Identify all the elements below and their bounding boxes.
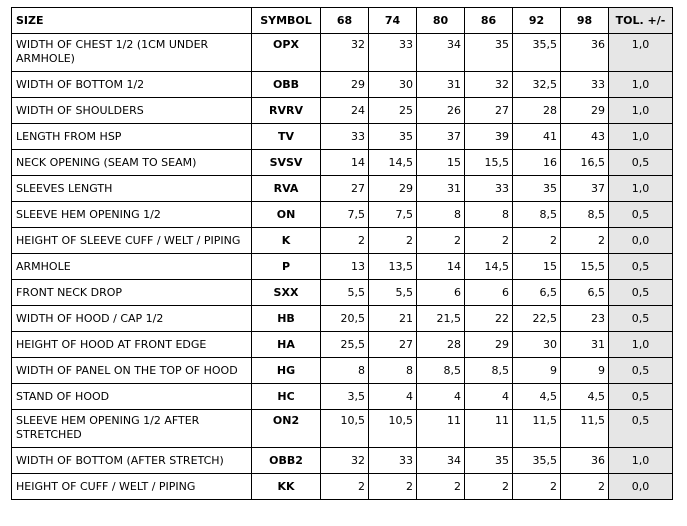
measurement-value: 15 (513, 254, 561, 280)
measurement-value: 36 (561, 448, 609, 474)
measurement-value: 6 (417, 280, 465, 306)
measurement-value: 23 (561, 306, 609, 332)
measurement-symbol: RVA (252, 176, 321, 202)
measurement-value: 5,5 (369, 280, 417, 306)
table-row (12, 34, 673, 72)
measurement-value: 15 (417, 150, 465, 176)
header-size-68: 68 (321, 8, 369, 34)
measurement-value: 7,5 (369, 202, 417, 228)
table-row (12, 448, 673, 474)
measurement-symbol: RVRV (252, 98, 321, 124)
measurement-value: 9 (513, 358, 561, 384)
measurement-value: 32 (465, 72, 513, 98)
measurement-value: 14 (417, 254, 465, 280)
measurement-description: NECK OPENING (SEAM TO SEAM) (12, 150, 252, 176)
measurement-value: 13 (321, 254, 369, 280)
measurement-value: 26 (417, 98, 465, 124)
measurement-value: 31 (417, 72, 465, 98)
header-size-86: 86 (465, 8, 513, 34)
measurement-value: 8,5 (513, 202, 561, 228)
measurement-value: 4 (465, 384, 513, 410)
measurement-value: 7,5 (321, 202, 369, 228)
tolerance-value: 0,5 (609, 280, 673, 306)
measurement-value: 37 (561, 176, 609, 202)
measurement-value: 2 (465, 474, 513, 500)
measurement-symbol: OBB2 (252, 448, 321, 474)
measurement-value: 2 (513, 474, 561, 500)
tolerance-value: 1,0 (609, 124, 673, 150)
measurement-value: 16,5 (561, 150, 609, 176)
measurement-value: 27 (369, 332, 417, 358)
measurement-value: 8 (369, 358, 417, 384)
measurement-symbol: ON2 (252, 410, 321, 448)
measurement-value: 35 (465, 34, 513, 72)
measurement-value: 35 (513, 176, 561, 202)
measurement-value: 15,5 (561, 254, 609, 280)
measurement-symbol: HC (252, 384, 321, 410)
measurement-symbol: SVSV (252, 150, 321, 176)
measurement-value: 29 (321, 72, 369, 98)
measurement-value: 4,5 (513, 384, 561, 410)
header-row (12, 8, 673, 34)
tolerance-value: 0,5 (609, 254, 673, 280)
measurement-value: 33 (321, 124, 369, 150)
tolerance-value: 0,5 (609, 202, 673, 228)
size-chart-table (11, 7, 673, 500)
measurement-value: 2 (321, 228, 369, 254)
measurement-value: 2 (417, 228, 465, 254)
table-row (12, 202, 673, 228)
measurement-value: 2 (417, 474, 465, 500)
measurement-value: 6 (465, 280, 513, 306)
table-row (12, 474, 673, 500)
measurement-value: 36 (561, 34, 609, 72)
table-row (12, 254, 673, 280)
measurement-value: 11,5 (561, 410, 609, 448)
table-row (12, 410, 673, 448)
measurement-value: 24 (321, 98, 369, 124)
tolerance-value: 1,0 (609, 176, 673, 202)
measurement-value: 2 (561, 228, 609, 254)
measurement-description: LENGTH FROM HSP (12, 124, 252, 150)
measurement-value: 32 (321, 448, 369, 474)
measurement-symbol: TV (252, 124, 321, 150)
measurement-value: 31 (417, 176, 465, 202)
table-row (12, 358, 673, 384)
measurement-value: 35 (369, 124, 417, 150)
measurement-value: 15,5 (465, 150, 513, 176)
measurement-value: 27 (321, 176, 369, 202)
measurement-symbol: HA (252, 332, 321, 358)
measurement-value: 35,5 (513, 448, 561, 474)
measurement-value: 8,5 (417, 358, 465, 384)
measurement-value: 35,5 (513, 34, 561, 72)
measurement-value: 4 (369, 384, 417, 410)
measurement-value: 29 (465, 332, 513, 358)
measurement-value: 39 (465, 124, 513, 150)
tolerance-value: 0,5 (609, 150, 673, 176)
measurement-symbol: HB (252, 306, 321, 332)
measurement-description: WIDTH OF HOOD / CAP 1/2 (12, 306, 252, 332)
measurement-value: 6,5 (561, 280, 609, 306)
measurement-value: 33 (369, 448, 417, 474)
measurement-symbol: HG (252, 358, 321, 384)
measurement-description: FRONT NECK DROP (12, 280, 252, 306)
measurement-description: WIDTH OF CHEST 1/2 (1CM UNDER ARMHOLE) (12, 34, 252, 72)
measurement-value: 10,5 (369, 410, 417, 448)
measurement-value: 5,5 (321, 280, 369, 306)
measurement-description: SLEEVES LENGTH (12, 176, 252, 202)
tolerance-value: 0,5 (609, 358, 673, 384)
measurement-value: 2 (561, 474, 609, 500)
measurement-value: 28 (417, 332, 465, 358)
table-row (12, 332, 673, 358)
table-row (12, 228, 673, 254)
measurement-value: 33 (561, 72, 609, 98)
table-row (12, 124, 673, 150)
tolerance-value: 0,5 (609, 384, 673, 410)
measurement-value: 22 (465, 306, 513, 332)
measurement-value: 21,5 (417, 306, 465, 332)
header-size-80: 80 (417, 8, 465, 34)
measurement-value: 14,5 (369, 150, 417, 176)
tolerance-value: 1,0 (609, 34, 673, 72)
header-size: SIZE (12, 8, 252, 34)
measurement-value: 22,5 (513, 306, 561, 332)
table-header (12, 8, 673, 34)
measurement-description: HEIGHT OF SLEEVE CUFF / WELT / PIPING (12, 228, 252, 254)
tolerance-value: 0,0 (609, 228, 673, 254)
measurement-value: 43 (561, 124, 609, 150)
measurement-value: 6,5 (513, 280, 561, 306)
measurement-symbol: OPX (252, 34, 321, 72)
measurement-value: 11,5 (513, 410, 561, 448)
measurement-value: 34 (417, 448, 465, 474)
table-row (12, 98, 673, 124)
measurement-value: 11 (465, 410, 513, 448)
measurement-value: 27 (465, 98, 513, 124)
measurement-value: 32,5 (513, 72, 561, 98)
header-size-92: 92 (513, 8, 561, 34)
measurement-value: 16 (513, 150, 561, 176)
measurement-value: 14,5 (465, 254, 513, 280)
table-row (12, 176, 673, 202)
measurement-value: 2 (513, 228, 561, 254)
measurement-value: 41 (513, 124, 561, 150)
measurement-value: 8 (417, 202, 465, 228)
measurement-value: 11 (417, 410, 465, 448)
measurement-value: 4 (417, 384, 465, 410)
measurement-value: 32 (321, 34, 369, 72)
measurement-value: 25,5 (321, 332, 369, 358)
measurement-value: 2 (369, 228, 417, 254)
measurement-value: 8 (465, 202, 513, 228)
measurement-value: 2 (321, 474, 369, 500)
header-size-98: 98 (561, 8, 609, 34)
measurement-value: 35 (465, 448, 513, 474)
measurement-value: 8 (321, 358, 369, 384)
measurement-value: 2 (369, 474, 417, 500)
measurement-value: 28 (513, 98, 561, 124)
measurement-symbol: KK (252, 474, 321, 500)
measurement-symbol: OBB (252, 72, 321, 98)
table-row (12, 384, 673, 410)
measurement-value: 30 (513, 332, 561, 358)
measurement-value: 33 (465, 176, 513, 202)
measurement-value: 2 (465, 228, 513, 254)
measurement-value: 25 (369, 98, 417, 124)
measurement-value: 20,5 (321, 306, 369, 332)
measurement-symbol: K (252, 228, 321, 254)
table-row (12, 280, 673, 306)
measurement-description: ARMHOLE (12, 254, 252, 280)
measurement-value: 30 (369, 72, 417, 98)
measurement-value: 33 (369, 34, 417, 72)
measurement-description: SLEEVE HEM OPENING 1/2 (12, 202, 252, 228)
measurement-value: 8,5 (561, 202, 609, 228)
measurement-value: 4,5 (561, 384, 609, 410)
tolerance-value: 0,0 (609, 474, 673, 500)
measurement-value: 21 (369, 306, 417, 332)
measurement-value: 29 (561, 98, 609, 124)
header-size-74: 74 (369, 8, 417, 34)
measurement-value: 14 (321, 150, 369, 176)
measurement-description: HEIGHT OF HOOD AT FRONT EDGE (12, 332, 252, 358)
table-row (12, 306, 673, 332)
measurement-value: 37 (417, 124, 465, 150)
measurement-description: WIDTH OF SHOULDERS (12, 98, 252, 124)
tolerance-value: 0,5 (609, 306, 673, 332)
header-symbol: SYMBOL (252, 8, 321, 34)
tolerance-value: 0,5 (609, 410, 673, 448)
measurement-value: 10,5 (321, 410, 369, 448)
measurement-value: 29 (369, 176, 417, 202)
tolerance-value: 1,0 (609, 72, 673, 98)
measurement-value: 31 (561, 332, 609, 358)
table-row (12, 72, 673, 98)
measurement-symbol: P (252, 254, 321, 280)
measurement-description: WIDTH OF BOTTOM (AFTER STRETCH) (12, 448, 252, 474)
measurement-description: WIDTH OF BOTTOM 1/2 (12, 72, 252, 98)
measurement-value: 13,5 (369, 254, 417, 280)
measurement-value: 9 (561, 358, 609, 384)
measurement-description: SLEEVE HEM OPENING 1/2 AFTER STRETCHED (12, 410, 252, 448)
measurement-description: STAND OF HOOD (12, 384, 252, 410)
measurement-value: 3,5 (321, 384, 369, 410)
measurement-description: WIDTH OF PANEL ON THE TOP OF HOOD (12, 358, 252, 384)
measurement-symbol: ON (252, 202, 321, 228)
table-row (12, 150, 673, 176)
tolerance-value: 1,0 (609, 98, 673, 124)
measurement-value: 8,5 (465, 358, 513, 384)
header-tolerance: TOL. +/- (609, 8, 673, 34)
tolerance-value: 1,0 (609, 448, 673, 474)
table-body (12, 34, 673, 500)
measurement-value: 34 (417, 34, 465, 72)
measurement-description: HEIGHT OF CUFF / WELT / PIPING (12, 474, 252, 500)
measurement-symbol: SXX (252, 280, 321, 306)
tolerance-value: 1,0 (609, 332, 673, 358)
